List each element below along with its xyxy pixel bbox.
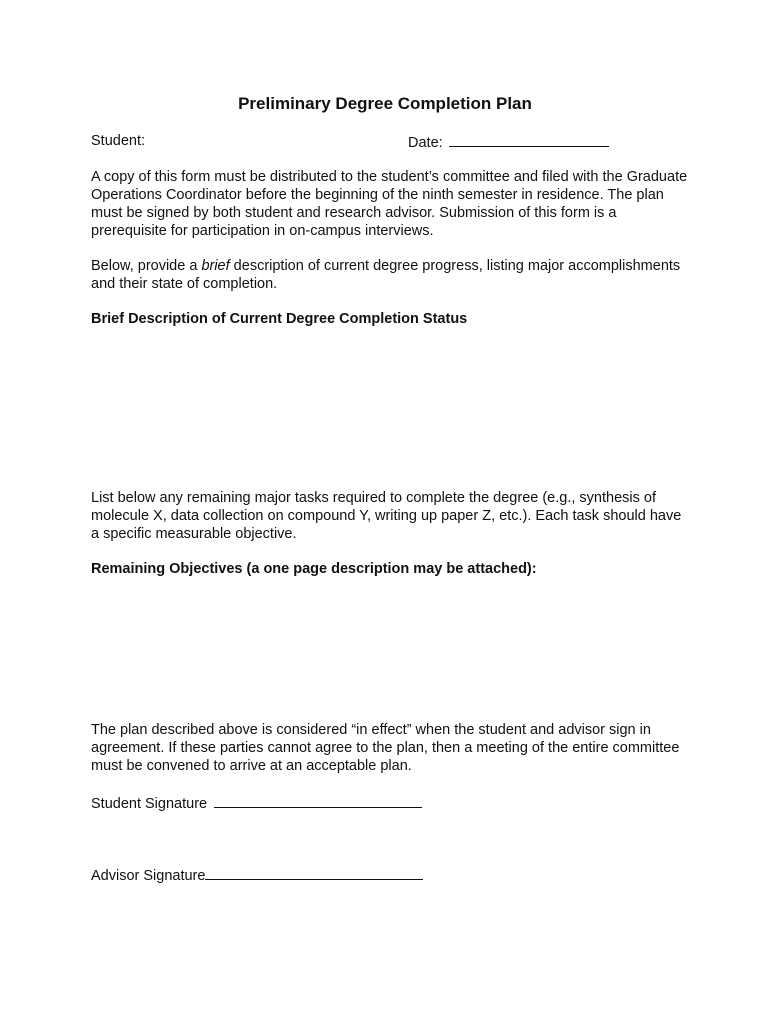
page-title: Preliminary Degree Completion Plan [238, 94, 532, 113]
student-signature-label: Student Signature [91, 796, 208, 812]
student-field [91, 132, 145, 150]
date-blank[interactable] [449, 132, 609, 147]
advisor-signature-field [91, 865, 423, 885]
progress-prompt [91, 257, 691, 293]
date-field [408, 132, 609, 152]
progress-prompt-emphasis: brief [201, 258, 230, 274]
student-signature-field [91, 793, 422, 813]
tasks-paragraph: List below any remaining major tasks required to complete the degree (e.g., synthesis of molecule X, data collection on compound Y, writing up paper Z, etc.). Each task should have a specific measurable objective. [91, 490, 682, 542]
student-signature-blank[interactable] [214, 793, 422, 808]
intro-paragraph: A copy of this form must be distributed to the student’s committee and filed with the Graduate Operations Coordinator before the beginning of the ninth semester in residence. The plan must be signed by both student and research advisor. Submission of this form is a prerequisite for participation in on-campus interviews. [91, 169, 688, 239]
advisor-signature-blank[interactable] [205, 865, 423, 880]
progress-prompt-after: description of current degree progress, listing major accomplishments and their state of completion. [91, 258, 681, 292]
date-label: Date: [408, 135, 443, 151]
student-label: Student: [91, 133, 146, 149]
objectives-heading: Remaining Objectives (a one page description may be attached): [91, 561, 537, 577]
progress-prompt-before: Below, provide a [91, 258, 202, 274]
advisor-signature-label: Advisor Signature [91, 868, 206, 884]
agreement-paragraph: The plan described above is considered “in effect” when the student and advisor sign in agreement. If these parties cannot agree to the plan, then a meeting of the entire committee must be convened to arrive at an acceptable plan. [91, 722, 680, 774]
status-heading: Brief Description of Current Degree Completion Status [91, 311, 468, 327]
